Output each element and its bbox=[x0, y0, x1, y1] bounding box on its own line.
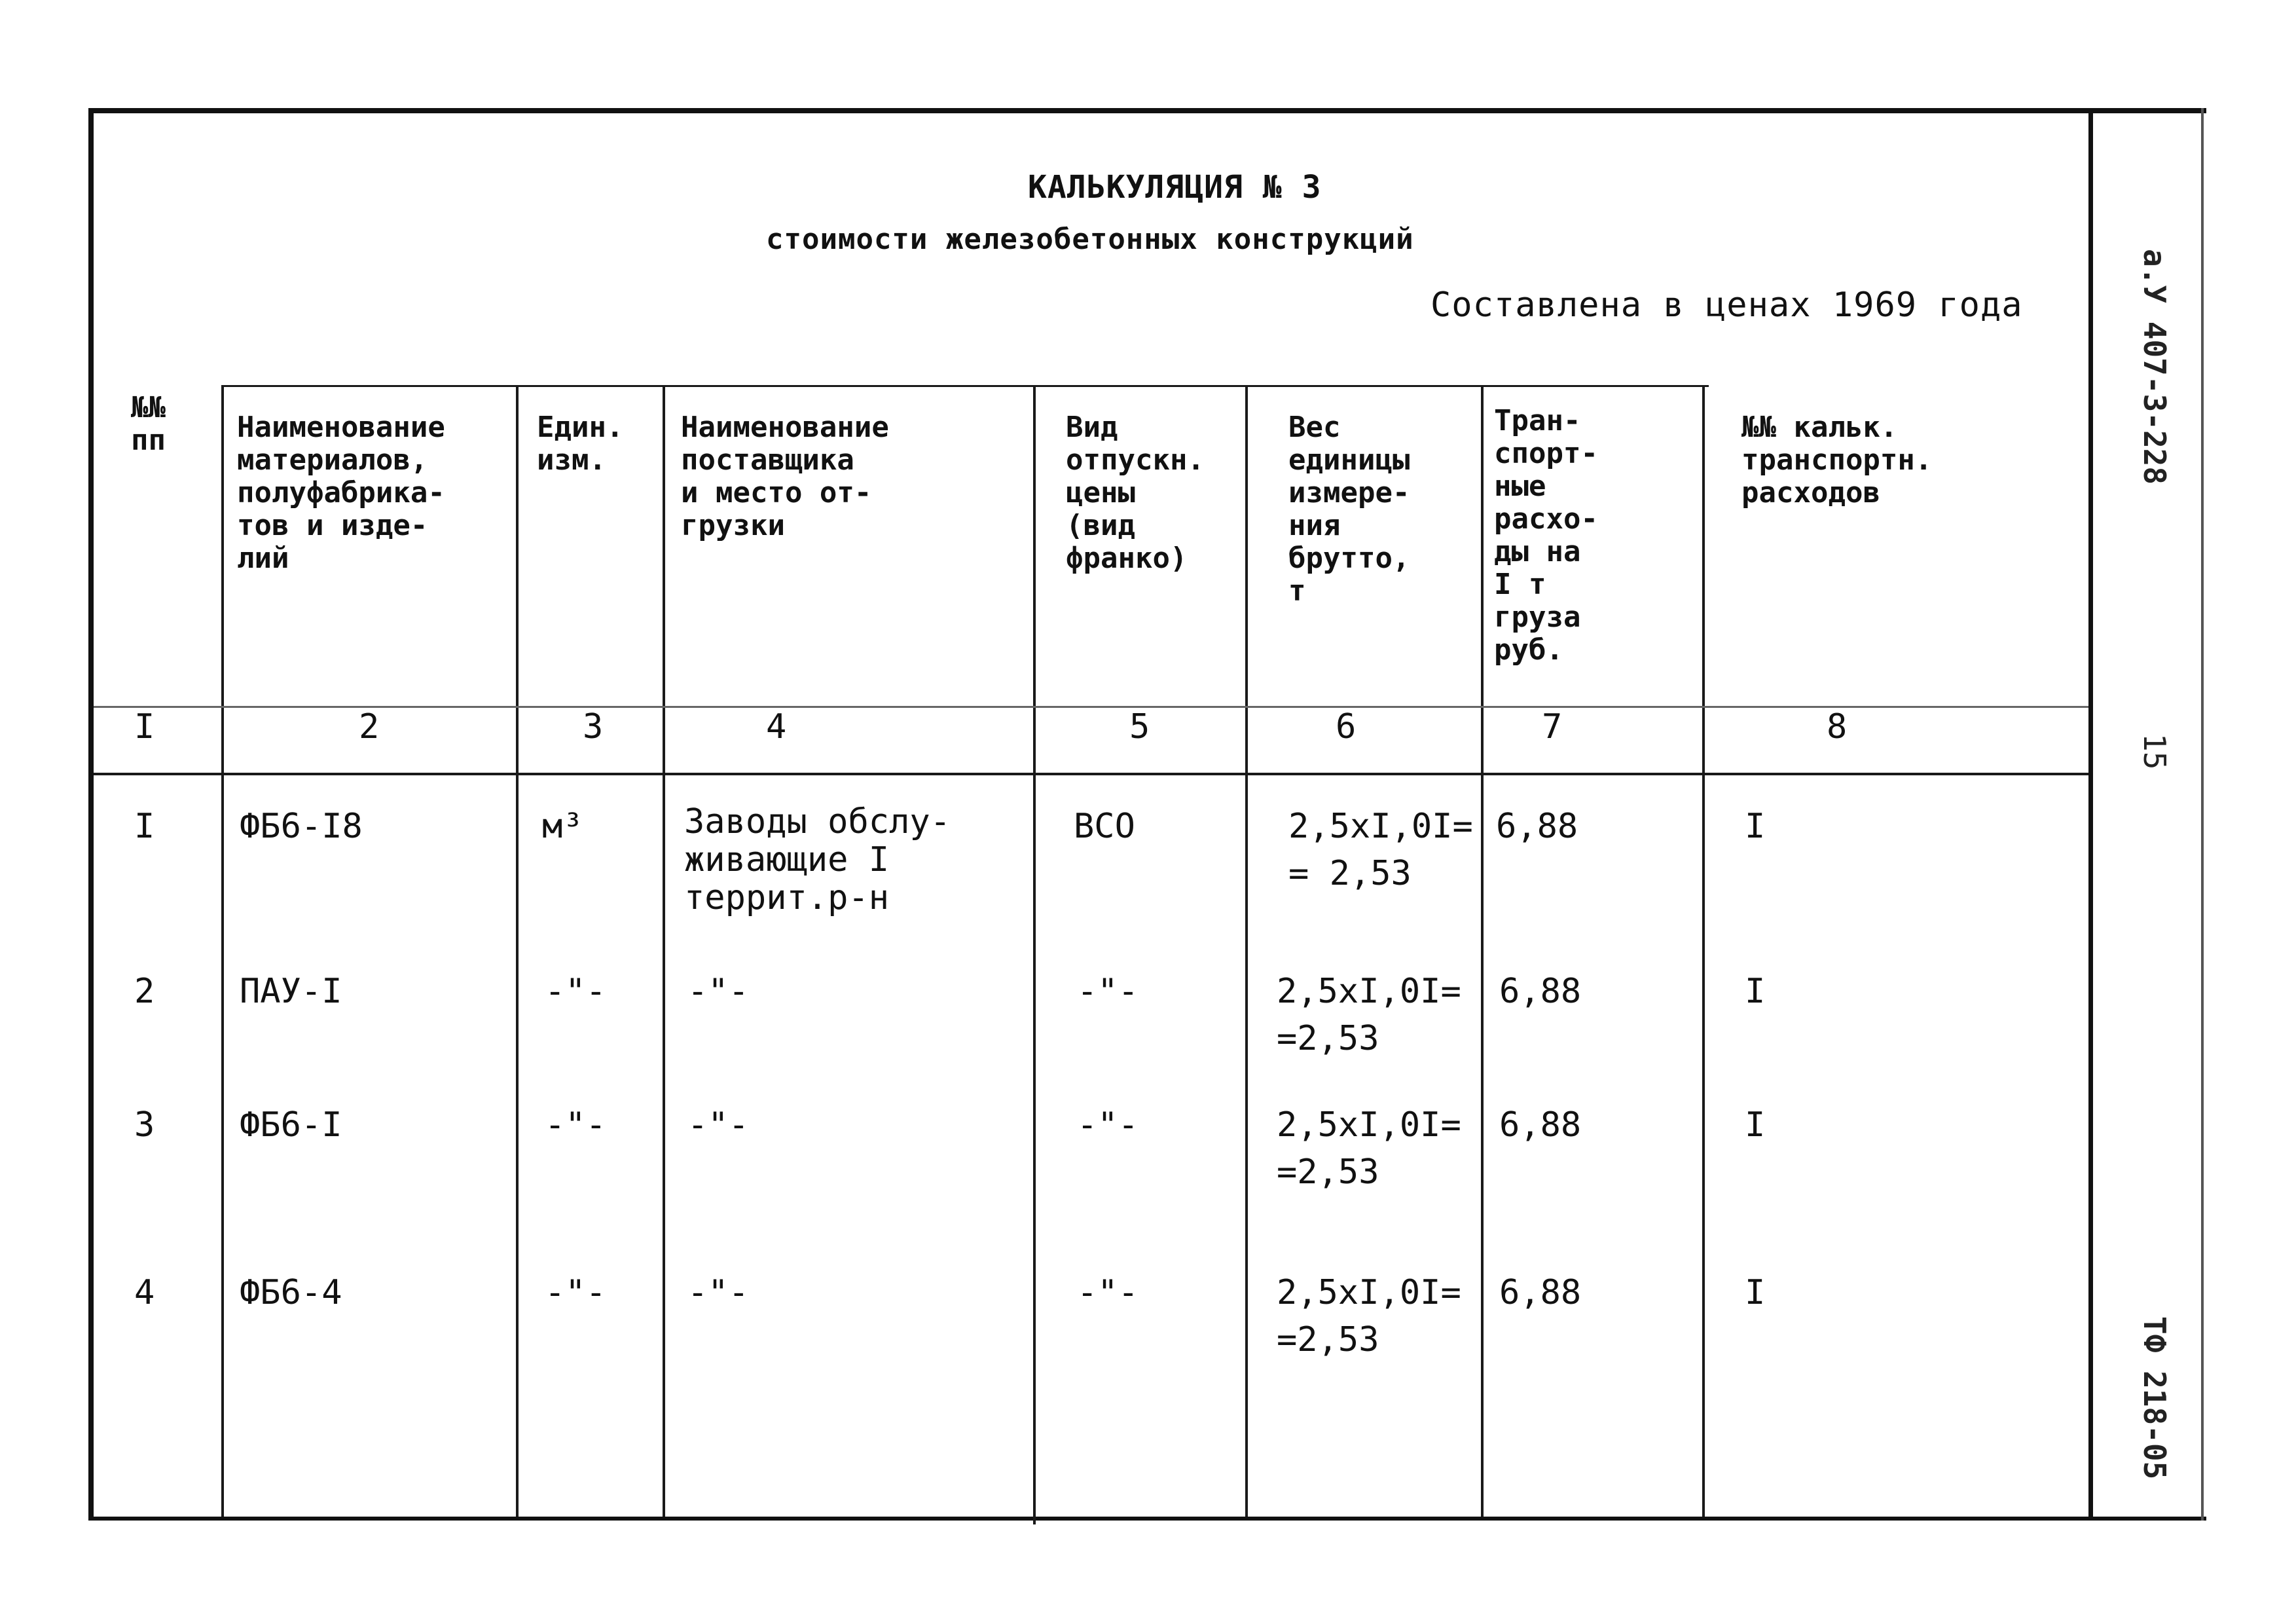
row-2-weight: 2,5хI,0I= =2,53 bbox=[1277, 972, 1461, 1058]
row-1-calc: I bbox=[1745, 807, 1766, 846]
frame-right bbox=[2088, 108, 2093, 1521]
row-3-calc: I bbox=[1745, 1105, 1766, 1145]
side-stamp-mark: 15 bbox=[2137, 733, 2172, 770]
header-top-line bbox=[223, 385, 1709, 387]
header-col-3: Един. изм. bbox=[537, 411, 624, 477]
row-4-price-type: -"- bbox=[1077, 1273, 1139, 1312]
header-col-7: Тран- спорт- ные расхо- ды на I т груза руб. bbox=[1494, 404, 1598, 667]
header-col-1: №№ пп bbox=[131, 391, 166, 457]
row-3-unit: -"- bbox=[545, 1105, 606, 1145]
row-2-name: ПАУ-I bbox=[240, 972, 342, 1011]
row-1-supplier: Заводы обслу- живающие I террит.р-н bbox=[684, 802, 951, 917]
side-stamp-bottom-code: ТФ 218-05 bbox=[2137, 1316, 2172, 1480]
row-4-unit: -"- bbox=[545, 1273, 606, 1312]
row-4-transport: 6,88 bbox=[1499, 1273, 1582, 1312]
col-divider-3 bbox=[663, 385, 665, 1517]
row-1-number: I bbox=[134, 807, 155, 846]
header-col-4: Наименование поставщика и место от- грузки bbox=[681, 411, 889, 542]
stamp-strip-border bbox=[2201, 108, 2204, 1521]
row-4-name: ФБ6-4 bbox=[240, 1273, 342, 1312]
row-2-calc: I bbox=[1745, 972, 1766, 1011]
row-3-transport: 6,88 bbox=[1499, 1105, 1582, 1145]
col-divider-4 bbox=[1033, 385, 1036, 1524]
header-col-6: Вес единицы измере- ния брутто, т bbox=[1288, 411, 1410, 608]
row-2-unit: -"- bbox=[545, 972, 606, 1011]
side-stamp-top-code: а.У 407-3-228 bbox=[2137, 249, 2172, 485]
col-divider-7 bbox=[1702, 385, 1705, 1517]
row-1-unit: м³ bbox=[542, 807, 583, 846]
document-subtitle: стоимости железобетонных конструкций bbox=[766, 223, 1414, 256]
row-3-price-type: -"- bbox=[1077, 1105, 1139, 1145]
prices-note: Составлена в ценах 1969 года bbox=[1430, 286, 2023, 325]
row-2-number: 2 bbox=[134, 972, 155, 1011]
row-2-supplier: -"- bbox=[687, 972, 749, 1011]
colnum-8: 8 bbox=[1827, 707, 1848, 747]
colnum-1: I bbox=[134, 707, 155, 747]
frame-left bbox=[88, 108, 94, 1521]
col-divider-6 bbox=[1481, 385, 1484, 1517]
frame-bottom bbox=[88, 1517, 2206, 1521]
header-col-5: Вид отпускн. цены (вид франко) bbox=[1066, 411, 1205, 575]
row-4-number: 4 bbox=[134, 1273, 155, 1312]
row-3-weight: 2,5хI,0I= =2,53 bbox=[1277, 1105, 1461, 1192]
colnum-5: 5 bbox=[1129, 707, 1150, 747]
col-divider-1 bbox=[221, 385, 224, 1517]
row-4-weight: 2,5хI,0I= =2,53 bbox=[1277, 1273, 1461, 1359]
row-1-weight: 2,5хI,0I= = 2,53 bbox=[1288, 807, 1473, 893]
frame-top bbox=[88, 108, 2206, 113]
row-4-calc: I bbox=[1745, 1273, 1766, 1312]
document-title: КАЛЬКУЛЯЦИЯ № 3 bbox=[1028, 169, 1322, 206]
colnum-3: 3 bbox=[583, 707, 604, 747]
row-2-price-type: -"- bbox=[1077, 972, 1139, 1011]
row-3-supplier: -"- bbox=[687, 1105, 749, 1145]
row-3-name: ФБ6-I bbox=[240, 1105, 342, 1145]
colnum-2: 2 bbox=[359, 707, 380, 747]
col-divider-2 bbox=[516, 385, 519, 1517]
row-4-supplier: -"- bbox=[687, 1273, 749, 1312]
row-3-number: 3 bbox=[134, 1105, 155, 1145]
row-2-transport: 6,88 bbox=[1499, 972, 1582, 1011]
header-col-2: Наименование материалов, полуфабрика- тов и изде- лий bbox=[237, 411, 445, 575]
colnum-bottom-line bbox=[94, 773, 2088, 775]
colnum-4: 4 bbox=[766, 707, 787, 747]
row-1-price-type: ВСО bbox=[1074, 807, 1135, 846]
col-divider-5 bbox=[1245, 385, 1248, 1517]
row-1-name: ФБ6-I8 bbox=[240, 807, 363, 846]
row-1-transport: 6,88 bbox=[1496, 807, 1578, 846]
colnum-6: 6 bbox=[1336, 707, 1357, 747]
header-bottom-line bbox=[94, 706, 2088, 708]
colnum-7: 7 bbox=[1542, 707, 1563, 747]
header-col-8: №№ кальк. транспортн. расходов bbox=[1741, 411, 1933, 509]
